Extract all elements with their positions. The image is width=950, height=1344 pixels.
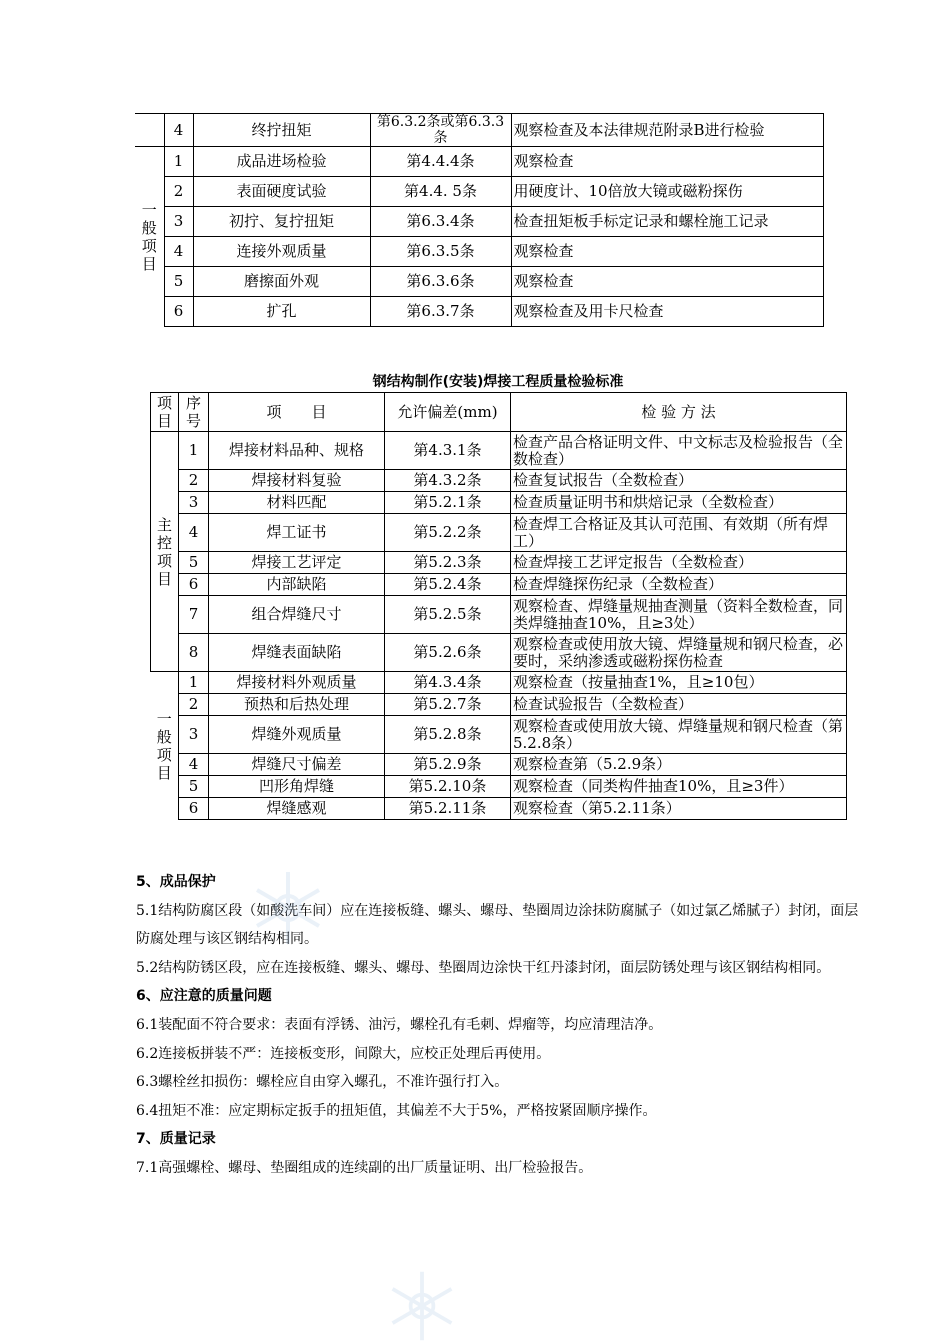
row-method: 观察检查（按量抽查1%，且≥10包）	[511, 672, 847, 694]
row-no: 4	[179, 754, 209, 776]
table-row	[151, 634, 847, 672]
row-no: 6	[179, 798, 209, 820]
row-clause: 第6.3.4条	[370, 207, 511, 237]
row-item: 材料匹配	[209, 492, 385, 514]
row-item: 内部缺陷	[209, 574, 385, 596]
table-header-row	[151, 393, 847, 432]
group-label-general: 一般项目	[151, 672, 179, 820]
table-row	[151, 596, 847, 634]
row-clause: 第5.2.7条	[385, 694, 511, 716]
paragraph-6-1: 6.1装配面不符合要求：表面有浮锈、油污，螺栓孔有毛刺、焊瘤等，均应清理洁净。	[136, 1016, 663, 1033]
bolt-inspection-table	[135, 113, 824, 327]
row-method: 检查焊缝探伤纪录（全数检查）	[511, 574, 847, 596]
snowflake-watermark-icon	[248, 868, 328, 948]
row-clause: 第5.2.9条	[385, 754, 511, 776]
table-row	[135, 207, 823, 237]
row-clause: 第5.2.6条	[385, 634, 511, 672]
row-method: 观察检查第（5.2.9条）	[511, 754, 847, 776]
row-item: 连接外观质量	[193, 237, 370, 267]
snowflake-watermark-icon	[384, 1268, 460, 1344]
body-text	[136, 868, 860, 1183]
group-label-main: 主控项目	[151, 432, 179, 672]
row-item: 预热和后热处理	[209, 694, 385, 716]
row-method: 检查焊工合格证及其认可范围、有效期（所有焊工）	[511, 514, 847, 552]
row-method: 检查试验报告（全数检查）	[511, 694, 847, 716]
row-no: 4	[164, 237, 193, 267]
row-no: 3	[179, 492, 209, 514]
row-item: 焊缝外观质量	[209, 716, 385, 754]
row-no: 1	[179, 672, 209, 694]
table-row	[151, 694, 847, 716]
row-method: 观察检查	[511, 147, 823, 177]
row-no: 1	[179, 432, 209, 470]
row-no: 2	[179, 694, 209, 716]
welding-inspection-table	[150, 392, 847, 820]
row-clause: 第4.3.2条	[385, 470, 511, 492]
row-item: 初拧、复拧扭矩	[193, 207, 370, 237]
row-no: 6	[164, 297, 193, 327]
header-no: 序号	[179, 393, 209, 432]
row-method: 检查焊接工艺评定报告（全数检查）	[511, 552, 847, 574]
section-heading-5: 5、成品保护	[136, 874, 216, 890]
table-row	[151, 716, 847, 754]
row-method: 观察检查（同类构件抽查10%，且≥3件）	[511, 776, 847, 798]
table-row	[151, 798, 847, 820]
paragraph-5-2: 5.2结构防锈区段，应在连接板缝、螺头、螺母、垫圈周边涂快干红丹漆封闭，面层防锈处理与该区钢结构相同。	[136, 959, 831, 976]
table-row	[151, 432, 847, 470]
row-no: 3	[179, 716, 209, 754]
row-method: 观察检查或使用放大镜、焊缝量规和钢尺检查，必要时，采纳渗透或磁粉探伤检查	[511, 634, 847, 672]
table-row	[151, 492, 847, 514]
row-method: 检查质量证明书和烘焙记录（全数检查）	[511, 492, 847, 514]
paragraph-5-1: 5.1结构防腐区段（如酸洗车间）应在连接板缝、螺头、螺母、垫圈周边涂抹防腐腻子（如过氯乙烯腻子）封闭，面层防腐处理与该区钢结构相同。	[136, 902, 859, 948]
table-row	[135, 267, 823, 297]
paragraph-6-3: 6.3螺栓丝扣损伤：螺栓应自由穿入螺孔，不准许强行打入。	[136, 1074, 509, 1091]
row-item: 凹形角焊缝	[209, 776, 385, 798]
row-item: 焊缝感观	[209, 798, 385, 820]
row-no: 2	[164, 177, 193, 207]
section-heading-7: 7、质量记录	[136, 1131, 216, 1148]
row-clause: 第5.2.4条	[385, 574, 511, 596]
row-no: 4	[164, 114, 193, 147]
table-row	[151, 514, 847, 552]
row-method: 观察检查、焊缝量规抽查测量（资料全数检查，同类焊缝抽查10%，且≥3处）	[511, 596, 847, 634]
table-row	[151, 574, 847, 596]
paragraph-6-2: 6.2连接板拼装不严：连接板变形，间隙大，应校正处理后再使用。	[136, 1045, 551, 1062]
row-no: 2	[179, 470, 209, 492]
row-clause: 第5.2.3条	[385, 552, 511, 574]
row-no: 5	[164, 267, 193, 297]
row-method: 观察检查及用卡尺检查	[511, 297, 823, 327]
table-row	[135, 114, 823, 147]
row-item: 表面硬度试验	[193, 177, 370, 207]
row-clause: 第4.3.1条	[385, 432, 511, 470]
row-item: 焊工证书	[209, 514, 385, 552]
row-clause: 第5.2.10条	[385, 776, 511, 798]
table-row	[135, 147, 823, 177]
header-method: 检 验 方 法	[511, 393, 847, 432]
row-method: 用硬度计、10倍放大镜或磁粉探伤	[511, 177, 823, 207]
row-method: 观察检查或使用放大镜、焊缝量规和钢尺检查（第5.2.8条）	[511, 716, 847, 754]
row-clause: 第5.2.2条	[385, 514, 511, 552]
header-item: 项 目	[209, 393, 385, 432]
table-row	[135, 177, 823, 207]
row-method: 观察检查	[511, 237, 823, 267]
row-method: 观察检查（第5.2.11条）	[511, 798, 847, 820]
row-method: 观察检查及本法律规范附录B进行检验	[511, 114, 823, 147]
table-row	[135, 237, 823, 267]
paragraph-7-1: 7.1高强螺栓、螺母、垫圈组成的连续副的出厂质量证明、出厂检验报告。	[136, 1159, 593, 1176]
table-row	[151, 776, 847, 798]
paragraph-6-4: 6.4扭矩不准：应定期标定扳手的扭矩值，其偏差不大于5%，严格按紧固顺序操作。	[136, 1102, 657, 1119]
row-item: 焊缝表面缺陷	[209, 634, 385, 672]
table-row	[151, 552, 847, 574]
row-item: 终拧扭矩	[193, 114, 370, 147]
row-method: 检查产品合格证明文件、中文标志及检验报告（全数检查）	[511, 432, 847, 470]
row-clause: 第4.4.4条	[370, 147, 511, 177]
row-clause: 第6.3.6条	[370, 267, 511, 297]
table-row	[151, 754, 847, 776]
row-item: 焊接材料外观质量	[209, 672, 385, 694]
row-method: 观察检查	[511, 267, 823, 297]
row-item: 磨擦面外观	[193, 267, 370, 297]
row-clause: 第4.3.4条	[385, 672, 511, 694]
row-item: 焊接材料品种、规格	[209, 432, 385, 470]
row-clause: 第5.2.8条	[385, 716, 511, 754]
row-clause: 第6.3.5条	[370, 237, 511, 267]
group-label-general: 一般项目	[135, 147, 164, 327]
row-item: 成品进场检验	[193, 147, 370, 177]
row-clause: 第5.2.5条	[385, 596, 511, 634]
row-item: 焊接材料复验	[209, 470, 385, 492]
table-row	[135, 297, 823, 327]
table-title: 钢结构制作(安装)焊接工程质量检验标准	[372, 374, 624, 390]
row-item: 组合焊缝尺寸	[209, 596, 385, 634]
header-group: 项目	[151, 393, 179, 432]
row-no: 5	[179, 776, 209, 798]
row-clause: 第6.3.7条	[370, 297, 511, 327]
row-no: 3	[164, 207, 193, 237]
row-clause: 第5.2.1条	[385, 492, 511, 514]
section-heading-6: 6、应注意的质量问题	[136, 988, 272, 1005]
header-tolerance: 允许偏差(mm)	[385, 393, 511, 432]
row-no: 5	[179, 552, 209, 574]
row-item: 焊缝尺寸偏差	[209, 754, 385, 776]
row-method: 检查扭矩板手标定记录和螺栓施工记录	[511, 207, 823, 237]
row-no: 6	[179, 574, 209, 596]
row-no: 1	[164, 147, 193, 177]
row-clause: 第4.4. 5条	[370, 177, 511, 207]
row-clause: 第5.2.11条	[385, 798, 511, 820]
table-row	[151, 672, 847, 694]
row-item: 焊接工艺评定	[209, 552, 385, 574]
row-clause: 第6.3.2条或第6.3.3条	[370, 114, 511, 147]
row-no: 7	[179, 596, 209, 634]
table-row	[151, 470, 847, 492]
row-method: 检查复试报告（全数检查）	[511, 470, 847, 492]
row-item: 扩孔	[193, 297, 370, 327]
row-no: 4	[179, 514, 209, 552]
row-no: 8	[179, 634, 209, 672]
